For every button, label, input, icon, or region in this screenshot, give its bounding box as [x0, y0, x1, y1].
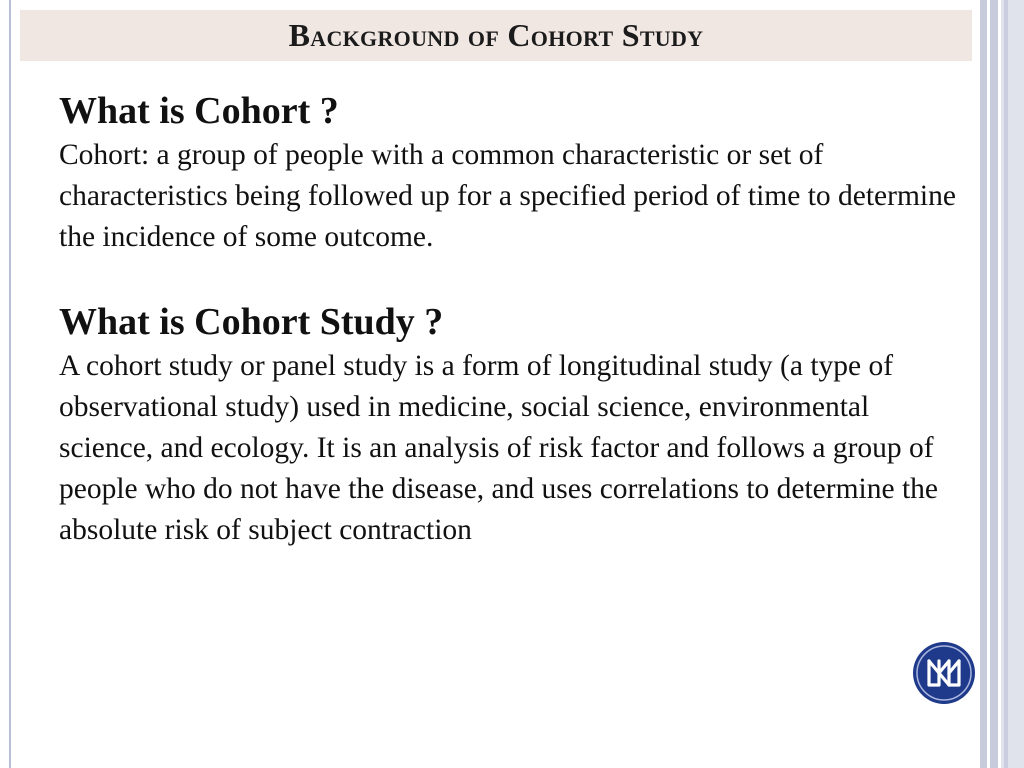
left-border-line [9, 0, 11, 768]
university-emblem-icon [912, 641, 976, 705]
slide-title: Background of Cohort Study [288, 17, 704, 53]
right-decorative-band [980, 0, 1024, 768]
section-heading-cohort-study: What is Cohort Study ? [59, 301, 444, 343]
slide-content [59, 87, 964, 551]
section-heading-cohort: What is Cohort ? [59, 90, 339, 132]
title-bar [20, 10, 972, 61]
section-body-cohort-study: A cohort study or panel study is a form of longitudinal study (a type of observational study) used in medicine, social science, environmental science, and ecology. It is an analysis of risk factor and follows a group of people who do not have the disease, and uses correlations to determine the absolute risk of subject contraction [59, 350, 938, 546]
section-body-cohort: Cohort: a group of people with a common characteristic or set of characteristics being followed up for a specified period of time to determine the incidence of some outcome. [59, 139, 956, 253]
